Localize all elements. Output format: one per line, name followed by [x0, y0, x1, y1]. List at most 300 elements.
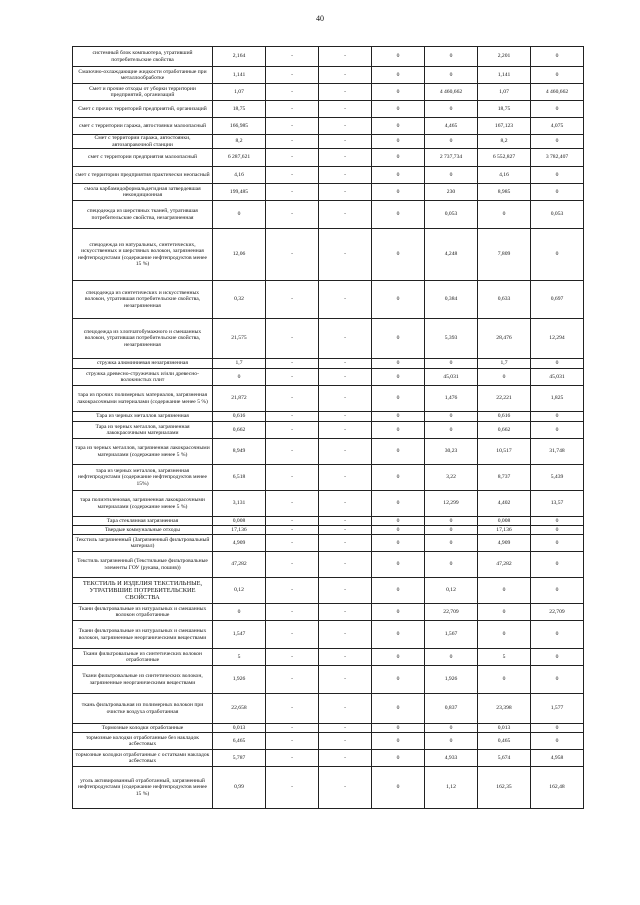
value-cell: - — [319, 465, 372, 491]
value-cell: - — [319, 604, 372, 621]
table-row — [73, 359, 584, 369]
value-cell: 199,485 — [213, 184, 266, 201]
value-cell: - — [266, 201, 319, 229]
value-cell: 0 — [372, 118, 425, 135]
value-cell: 0,99 — [213, 767, 266, 809]
table-row — [73, 184, 584, 201]
value-cell: 0 — [531, 135, 584, 149]
table-row — [73, 281, 584, 319]
value-cell: - — [266, 767, 319, 809]
table-row — [73, 649, 584, 666]
value-cell: 0 — [425, 167, 478, 184]
value-cell: 4,909 — [478, 535, 531, 552]
table-row — [73, 229, 584, 281]
value-cell: - — [266, 67, 319, 84]
value-cell: 4,402 — [478, 491, 531, 517]
value-cell: 0 — [372, 535, 425, 552]
value-cell: 10,517 — [478, 439, 531, 465]
value-cell: 0 — [372, 552, 425, 578]
value-cell: 2 737,734 — [425, 149, 478, 167]
waste-name-cell: смет с территории предприятия практически неопасный — [73, 167, 213, 184]
table-row — [73, 767, 584, 809]
value-cell: 0 — [425, 47, 478, 67]
value-cell: 0 — [213, 201, 266, 229]
value-cell: 5,393 — [425, 319, 478, 359]
table-row — [73, 149, 584, 167]
waste-name-cell: Смет и прочие отходы от уборки территории предприятий, организаций — [73, 84, 213, 101]
value-cell: 0 — [425, 101, 478, 118]
value-cell: 0 — [213, 604, 266, 621]
table-row — [73, 724, 584, 733]
table-row — [73, 694, 584, 724]
waste-name-cell: ТЕКСТИЛЬ И ИЗДЕЛИЯ ТЕКСТИЛЬНЫЕ, УТРАТИВШИЕ ПОТРЕБИТЕЛЬСКИЕ СВОЙСТВА — [73, 578, 213, 604]
value-cell: 5 — [478, 649, 531, 666]
waste-name-cell: стружка древесно-стружечных и/или древесно-волокнистых плит — [73, 369, 213, 386]
value-cell: 162,48 — [531, 767, 584, 809]
table-body — [73, 47, 584, 809]
value-cell: 0,12 — [213, 578, 266, 604]
value-cell: - — [266, 491, 319, 517]
value-cell: 0 — [531, 422, 584, 439]
value-cell: - — [266, 167, 319, 184]
table-row — [73, 465, 584, 491]
value-cell: 0 — [531, 47, 584, 67]
waste-name-cell: тормозные колодки отработанные без накладок асбестовых — [73, 733, 213, 750]
value-cell: 22,709 — [531, 604, 584, 621]
value-cell: 0 — [531, 724, 584, 733]
value-cell: 0 — [425, 135, 478, 149]
value-cell: 0 — [425, 422, 478, 439]
waste-name-cell: Ткани фильтровальные из синтетических волокон отработанные — [73, 649, 213, 666]
value-cell: 0 — [372, 604, 425, 621]
value-cell: 0 — [372, 167, 425, 184]
value-cell: 0 — [372, 201, 425, 229]
value-cell: - — [319, 552, 372, 578]
value-cell: - — [266, 101, 319, 118]
waste-name-cell: Ткани фильтровальные из синтетических волокон, загрязненные неорганическими веществами — [73, 666, 213, 694]
value-cell: 0 — [425, 517, 478, 526]
value-cell: 8,949 — [213, 439, 266, 465]
value-cell: - — [266, 526, 319, 535]
value-cell: 0 — [425, 359, 478, 369]
waste-name-cell: Смет с территории гаража, автостоянки, автозаправочной станции — [73, 135, 213, 149]
value-cell: 0 — [531, 359, 584, 369]
value-cell: - — [266, 694, 319, 724]
value-cell: 4,958 — [531, 750, 584, 767]
value-cell: 0 — [478, 369, 531, 386]
value-cell: - — [319, 694, 372, 724]
table-row — [73, 535, 584, 552]
value-cell: 0 — [531, 167, 584, 184]
waste-name-cell: Твердые коммунальные отходы — [73, 526, 213, 535]
waste-name-cell: Текстиль загрязненный (Загрязненный фильтровальный материал) — [73, 535, 213, 552]
value-cell: 0 — [372, 149, 425, 167]
value-cell: - — [266, 184, 319, 201]
value-cell: 0 — [531, 517, 584, 526]
value-cell: 17,136 — [478, 526, 531, 535]
value-cell: - — [319, 767, 372, 809]
value-cell: - — [319, 422, 372, 439]
value-cell: 3,131 — [213, 491, 266, 517]
value-cell: - — [266, 84, 319, 101]
value-cell: 12,294 — [531, 319, 584, 359]
value-cell: 0 — [531, 666, 584, 694]
value-cell: 8,985 — [478, 184, 531, 201]
value-cell: 0,697 — [531, 281, 584, 319]
value-cell: 3,22 — [425, 465, 478, 491]
value-cell: 0 — [372, 422, 425, 439]
value-cell: - — [266, 118, 319, 135]
value-cell: 21,575 — [213, 319, 266, 359]
value-cell: 0,008 — [213, 517, 266, 526]
value-cell: 0,616 — [478, 412, 531, 422]
value-cell: - — [319, 621, 372, 649]
value-cell: 0,633 — [478, 281, 531, 319]
value-cell: 6 287,621 — [213, 149, 266, 167]
value-cell: 0 — [425, 552, 478, 578]
waste-name-cell: спецодежда из синтетических и искусственных волокон, утратившая потребительские свойства, незагрязненная — [73, 281, 213, 319]
value-cell: - — [266, 229, 319, 281]
value-cell: - — [266, 135, 319, 149]
value-cell: - — [319, 526, 372, 535]
value-cell: - — [266, 149, 319, 167]
value-cell: 7,809 — [478, 229, 531, 281]
table-row — [73, 422, 584, 439]
value-cell: - — [266, 422, 319, 439]
value-cell: - — [319, 67, 372, 84]
value-cell: 0 — [425, 724, 478, 733]
value-cell: - — [319, 359, 372, 369]
value-cell: - — [319, 135, 372, 149]
value-cell: - — [319, 535, 372, 552]
value-cell: 0 — [372, 767, 425, 809]
value-cell: 0 — [372, 733, 425, 750]
value-cell: 0 — [425, 526, 478, 535]
value-cell: - — [319, 84, 372, 101]
value-cell: - — [319, 386, 372, 412]
value-cell: 3 782,407 — [531, 149, 584, 167]
value-cell: 8,2 — [478, 135, 531, 149]
value-cell: 162,35 — [478, 767, 531, 809]
value-cell: 4 460,662 — [531, 84, 584, 101]
value-cell: 0 — [372, 84, 425, 101]
value-cell: 0 — [531, 578, 584, 604]
value-cell: 0,465 — [478, 733, 531, 750]
value-cell: 4,465 — [425, 118, 478, 135]
waste-name-cell: Ткани фильтровальные из натуральных и смешанных волокон, загрязненные неорганическими веществами — [73, 621, 213, 649]
value-cell: 0 — [531, 733, 584, 750]
value-cell: 1,7 — [478, 359, 531, 369]
value-cell: 0 — [372, 386, 425, 412]
value-cell: 0 — [372, 465, 425, 491]
value-cell: - — [319, 666, 372, 694]
table-row — [73, 666, 584, 694]
waste-name-cell: Тара из черных металлов, загрязненная лакокрасочными материалами — [73, 422, 213, 439]
value-cell: 0 — [372, 526, 425, 535]
value-cell: 0 — [372, 750, 425, 767]
value-cell: 0 — [372, 724, 425, 733]
value-cell: - — [266, 666, 319, 694]
value-cell: - — [319, 149, 372, 167]
value-cell: - — [319, 578, 372, 604]
waste-name-cell: спецодежда из хлопчатобумажного и смешанных волокон, утратившая потребительские свойства, незагрязненная — [73, 319, 213, 359]
value-cell: 1,926 — [213, 666, 266, 694]
value-cell: - — [319, 724, 372, 733]
value-cell: 0 — [213, 369, 266, 386]
value-cell: 0 — [478, 666, 531, 694]
table-row — [73, 517, 584, 526]
value-cell: - — [319, 750, 372, 767]
value-cell: 0 — [478, 578, 531, 604]
value-cell: - — [266, 649, 319, 666]
value-cell: 1,7 — [213, 359, 266, 369]
table-row — [73, 47, 584, 67]
value-cell: 22,709 — [425, 604, 478, 621]
waste-name-cell: Смет с прочих территорий предприятий, организаций — [73, 101, 213, 118]
table-row — [73, 604, 584, 621]
value-cell: 0 — [372, 229, 425, 281]
table-row — [73, 386, 584, 412]
value-cell: 4,16 — [478, 167, 531, 184]
waste-name-cell: Текстиль загрязненный (Текстильные фильтровальные элементы ГОУ (рукава, пошив)) — [73, 552, 213, 578]
value-cell: 18,75 — [478, 101, 531, 118]
value-cell: 1,926 — [425, 666, 478, 694]
value-cell: 0,013 — [213, 724, 266, 733]
value-cell: 5,787 — [213, 750, 266, 767]
value-cell: 5 — [213, 649, 266, 666]
value-cell: 2,164 — [213, 47, 266, 67]
value-cell: 1,476 — [425, 386, 478, 412]
value-cell: - — [319, 369, 372, 386]
value-cell: 4,16 — [213, 167, 266, 184]
waste-name-cell: Ткани фильтровальные из натуральных и смешанных волокон отработанные — [73, 604, 213, 621]
value-cell: - — [266, 359, 319, 369]
waste-name-cell: Тормозные колодки отработанные — [73, 724, 213, 733]
table-row — [73, 167, 584, 184]
value-cell: 1,12 — [425, 767, 478, 809]
value-cell: 6,518 — [213, 465, 266, 491]
value-cell: 0 — [425, 649, 478, 666]
value-cell: 1,141 — [478, 67, 531, 84]
value-cell: - — [266, 621, 319, 649]
value-cell: 0 — [372, 47, 425, 67]
value-cell: 0 — [531, 184, 584, 201]
table-row — [73, 750, 584, 767]
value-cell: 0 — [372, 694, 425, 724]
value-cell: - — [266, 750, 319, 767]
value-cell: 1,577 — [531, 694, 584, 724]
table-row — [73, 319, 584, 359]
waste-name-cell: спецодежда из натуральных, синтетических, искусственных и шерстяных волокон, загрязненная нефтепродуктами (содержание нефтепродуктов менее 15 %) — [73, 229, 213, 281]
value-cell: - — [266, 386, 319, 412]
value-cell: 0,053 — [425, 201, 478, 229]
value-cell: 0 — [372, 621, 425, 649]
value-cell: 0 — [372, 67, 425, 84]
table-row — [73, 101, 584, 118]
value-cell: 0 — [372, 517, 425, 526]
value-cell: 166,985 — [213, 118, 266, 135]
value-cell: 4 460,662 — [425, 84, 478, 101]
value-cell: 0 — [478, 201, 531, 229]
value-cell: 0 — [531, 649, 584, 666]
value-cell: 12,06 — [213, 229, 266, 281]
value-cell: 0 — [372, 439, 425, 465]
value-cell: 5,674 — [478, 750, 531, 767]
value-cell: - — [266, 319, 319, 359]
waste-name-cell: тара из прочих полимерных материалов, загрязненная лакокрасочными материалами (содержание менее 5 %) — [73, 386, 213, 412]
waste-name-cell: Тара стеклянная загрязненная — [73, 517, 213, 526]
value-cell: 4,075 — [531, 118, 584, 135]
value-cell: 1,07 — [213, 84, 266, 101]
value-cell: 1,07 — [478, 84, 531, 101]
table-row — [73, 621, 584, 649]
table-row — [73, 135, 584, 149]
value-cell: 0 — [531, 535, 584, 552]
value-cell: 0 — [425, 733, 478, 750]
value-cell: 17,136 — [213, 526, 266, 535]
value-cell: 1,825 — [531, 386, 584, 412]
value-cell: - — [319, 517, 372, 526]
value-cell: 45,031 — [425, 369, 478, 386]
value-cell: - — [319, 412, 372, 422]
value-cell: - — [266, 47, 319, 67]
value-cell: 0,662 — [478, 422, 531, 439]
value-cell: 0 — [531, 412, 584, 422]
value-cell: 0 — [372, 101, 425, 118]
value-cell: - — [319, 439, 372, 465]
value-cell: - — [319, 733, 372, 750]
value-cell: 0 — [372, 135, 425, 149]
value-cell: - — [266, 535, 319, 552]
waste-name-cell: тара полиэтиленовая, загрязненная лакокрасочными материалами (содержание менее 5 %) — [73, 491, 213, 517]
value-cell: 0 — [531, 67, 584, 84]
value-cell: - — [319, 118, 372, 135]
value-cell: - — [266, 578, 319, 604]
value-cell: - — [319, 184, 372, 201]
value-cell: 0 — [372, 666, 425, 694]
waste-name-cell: уголь активированный отработанный, загрязненный нефтепродуктами (содержание нефтепродуктов менее 15 %) — [73, 767, 213, 809]
value-cell: 0,616 — [213, 412, 266, 422]
value-cell: 28,476 — [478, 319, 531, 359]
value-cell: 0 — [531, 229, 584, 281]
value-cell: 0,837 — [425, 694, 478, 724]
value-cell: - — [266, 724, 319, 733]
waste-name-cell: смет с территории гаража, автостоянки малоопасный — [73, 118, 213, 135]
value-cell: 47,282 — [213, 552, 266, 578]
value-cell: 0 — [531, 552, 584, 578]
value-cell: 0 — [531, 101, 584, 118]
waste-name-cell: системный блок компьютера, утративший потребительские свойства — [73, 47, 213, 67]
value-cell: 0 — [372, 369, 425, 386]
value-cell: 18,75 — [213, 101, 266, 118]
waste-name-cell: Смазочно-охлаждающие жидкости отработанные при металлообработке — [73, 67, 213, 84]
waste-name-cell: ткань фильтровальная из полимерных волокон при очистке воздуха отработанная — [73, 694, 213, 724]
value-cell: 31,748 — [531, 439, 584, 465]
value-cell: - — [319, 281, 372, 319]
waste-name-cell: спецодежда из шерстяных тканей, утратившая потребительские свойства, незагрязненная — [73, 201, 213, 229]
value-cell: 0 — [425, 67, 478, 84]
value-cell: 1,567 — [425, 621, 478, 649]
value-cell: - — [266, 604, 319, 621]
value-cell: 45,031 — [531, 369, 584, 386]
waste-name-cell: тара из черных металлов, загрязненная нефтепродуктами (содержание нефтепродуктов менее 15%) — [73, 465, 213, 491]
waste-name-cell: смет с территории предприятия малоопасный — [73, 149, 213, 167]
value-cell: - — [266, 412, 319, 422]
value-cell: 21,872 — [213, 386, 266, 412]
value-cell: - — [319, 201, 372, 229]
table-row — [73, 118, 584, 135]
waste-name-cell: тара из черных металлов, загрязненная лакокрасочными материалами (содержание менее 5 %) — [73, 439, 213, 465]
value-cell: 22,658 — [213, 694, 266, 724]
value-cell: 22,221 — [478, 386, 531, 412]
value-cell: - — [319, 47, 372, 67]
value-cell: 0,32 — [213, 281, 266, 319]
value-cell: 230 — [425, 184, 478, 201]
table-row — [73, 67, 584, 84]
table-row — [73, 526, 584, 535]
value-cell: 8,2 — [213, 135, 266, 149]
waste-name-cell: смола карбамидоформальдегидная затвердевшая некондиционная — [73, 184, 213, 201]
value-cell: 5,439 — [531, 465, 584, 491]
value-cell: - — [266, 552, 319, 578]
value-cell: 1,141 — [213, 67, 266, 84]
value-cell: - — [319, 101, 372, 118]
value-cell: 23,398 — [478, 694, 531, 724]
value-cell: 0,662 — [213, 422, 266, 439]
value-cell: - — [319, 649, 372, 666]
value-cell: 0 — [478, 604, 531, 621]
value-cell: 0 — [531, 621, 584, 649]
table-row — [73, 552, 584, 578]
value-cell: - — [319, 491, 372, 517]
value-cell: 0,013 — [478, 724, 531, 733]
table-row — [73, 84, 584, 101]
table-row — [73, 491, 584, 517]
table-row — [73, 412, 584, 422]
value-cell: - — [266, 369, 319, 386]
value-cell: 167,123 — [478, 118, 531, 135]
value-cell: 1,547 — [213, 621, 266, 649]
value-cell: 30,23 — [425, 439, 478, 465]
table-row — [73, 733, 584, 750]
value-cell: 13,57 — [531, 491, 584, 517]
value-cell: 0 — [425, 412, 478, 422]
value-cell: - — [266, 733, 319, 750]
value-cell: - — [266, 517, 319, 526]
table-row — [73, 578, 584, 604]
waste-name-cell: стружка алюминиевая незагрязненная — [73, 359, 213, 369]
value-cell: - — [266, 281, 319, 319]
value-cell: 0,008 — [478, 517, 531, 526]
value-cell: 6 552,827 — [478, 149, 531, 167]
table-row — [73, 369, 584, 386]
value-cell: - — [319, 319, 372, 359]
value-cell: 4,909 — [213, 535, 266, 552]
value-cell: 0 — [531, 526, 584, 535]
value-cell: 0 — [372, 319, 425, 359]
table-row — [73, 201, 584, 229]
value-cell: 12,299 — [425, 491, 478, 517]
value-cell: 6,465 — [213, 733, 266, 750]
value-cell: 0 — [372, 281, 425, 319]
value-cell: 0 — [478, 621, 531, 649]
waste-table — [72, 46, 584, 809]
value-cell: 0 — [372, 184, 425, 201]
value-cell: 0,053 — [531, 201, 584, 229]
value-cell: 47,282 — [478, 552, 531, 578]
value-cell: - — [319, 167, 372, 184]
value-cell: 0 — [372, 412, 425, 422]
